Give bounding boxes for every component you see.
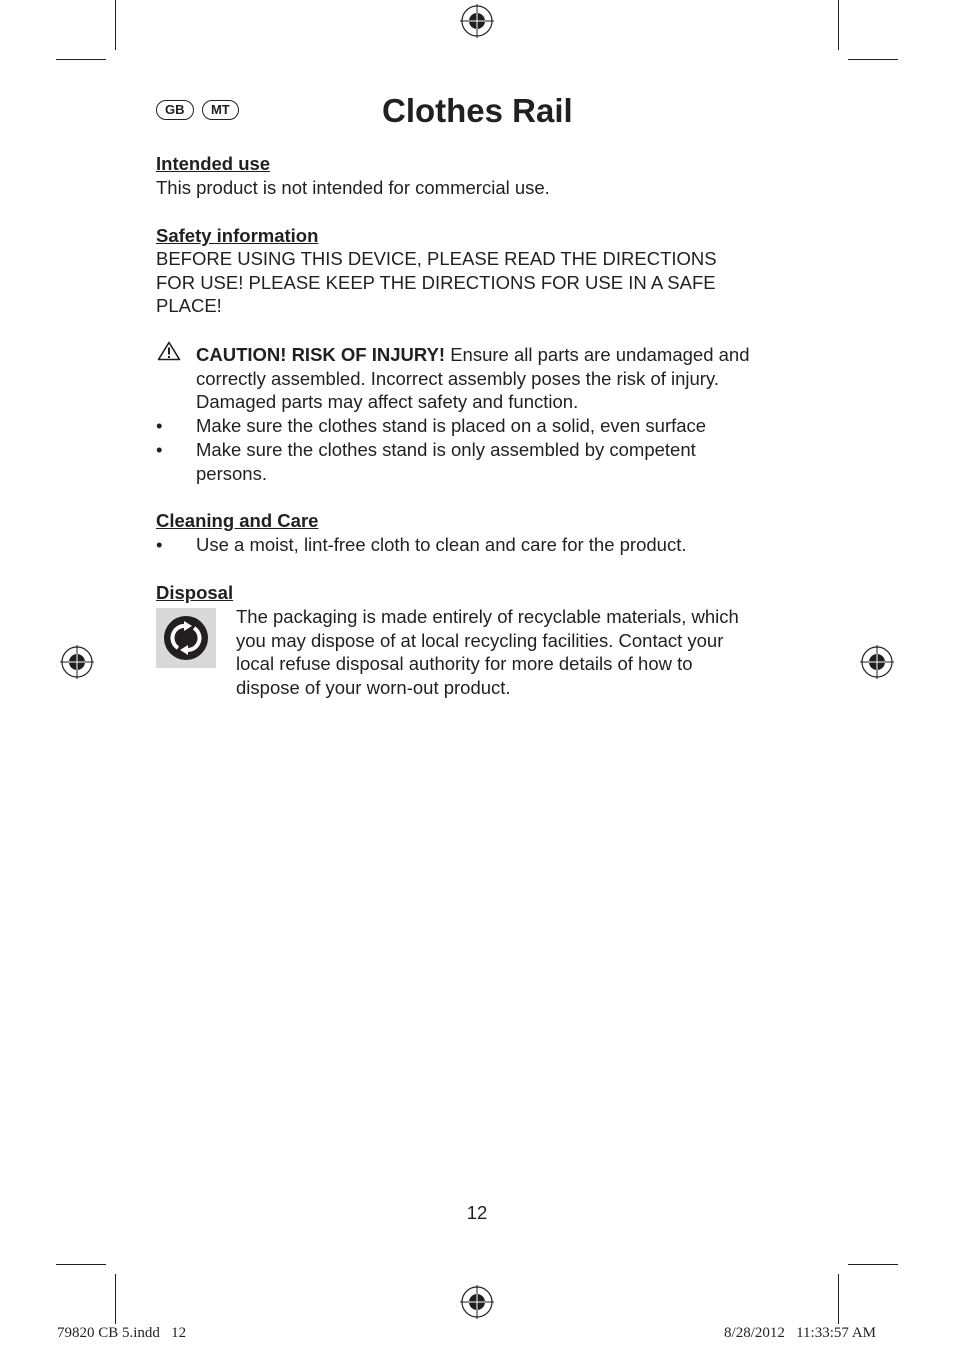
list-item-text [196,533,796,557]
safety-directions [156,247,796,318]
section-heading-disposal: Disposal [156,582,234,603]
text-line: Make sure the clothes stand is placed on a solid, even surface [196,415,707,436]
section-heading-intended-use: Intended use [156,153,271,174]
text-line: The packaging is made entirely of recyclable materials, which [236,606,739,627]
disposal-text [236,605,836,699]
text-line: correctly assembled. Incorrect assembly poses the risk of injury. [196,367,719,389]
warning-triangle-icon [157,341,181,361]
text-line: Use a moist, lint-free cloth to clean and care for the product. [196,534,687,555]
language-badge-mt: MT [202,100,239,120]
text-line: you may dispose of at local recycling facilities. Contact your [236,629,724,651]
caution-block [196,343,836,414]
text-line: Make sure the clothes stand is only assembled by competent [196,439,696,460]
caution-line [196,343,836,367]
bullet-glyph: • [156,534,163,555]
crop-mark [56,1264,106,1265]
intended-use-text: This product is not intended for commercial use. [156,177,550,198]
text-line: PLACE! [156,295,222,316]
crop-mark [115,0,116,50]
registration-mark-icon [60,645,94,679]
registration-mark-icon [860,645,894,679]
text-line: dispose of your worn-out product. [236,676,511,698]
crop-mark [848,59,898,60]
crop-mark [838,1274,839,1324]
page-number: 12 [466,1202,488,1223]
text-line: local refuse disposal authority for more details of how to [236,653,693,674]
text-line: FOR USE! PLEASE KEEP THE DIRECTIONS FOR USE IN A SAFE [156,271,716,293]
text-line: Damaged parts may affect safety and function. [196,391,579,412]
bullet-glyph: • [156,439,163,460]
text-line: persons. [196,462,267,484]
list-item [156,533,836,557]
crop-mark [56,59,106,60]
crop-mark [848,1264,898,1265]
crop-mark [838,0,839,50]
list-item [156,438,836,486]
footer-timestamp: 8/28/2012 11:33:57 AM [724,1325,876,1341]
list-item-text [196,438,796,485]
list-item [156,414,836,438]
crop-mark [115,1274,116,1324]
language-badge-gb: GB [156,100,194,120]
section-heading-safety: Safety information [156,225,319,246]
registration-mark-icon [460,4,494,38]
text-line: Ensure all parts are undamaged and [445,344,750,365]
text-line: BEFORE USING THIS DEVICE, PLEASE READ THE DIRECTIONS [156,248,717,269]
caution-label: CAUTION! RISK OF INJURY! [196,344,446,365]
list-item-text [196,414,796,438]
green-dot-recycling-icon [156,608,216,668]
language-badges [156,100,243,120]
section-heading-cleaning: Cleaning and Care [156,510,319,531]
registration-mark-icon [460,1285,494,1319]
footer-file-name: 79820 CB 5.indd 12 [57,1325,187,1341]
page-title: Clothes Rail [382,92,573,129]
bullet-glyph: • [156,415,163,436]
